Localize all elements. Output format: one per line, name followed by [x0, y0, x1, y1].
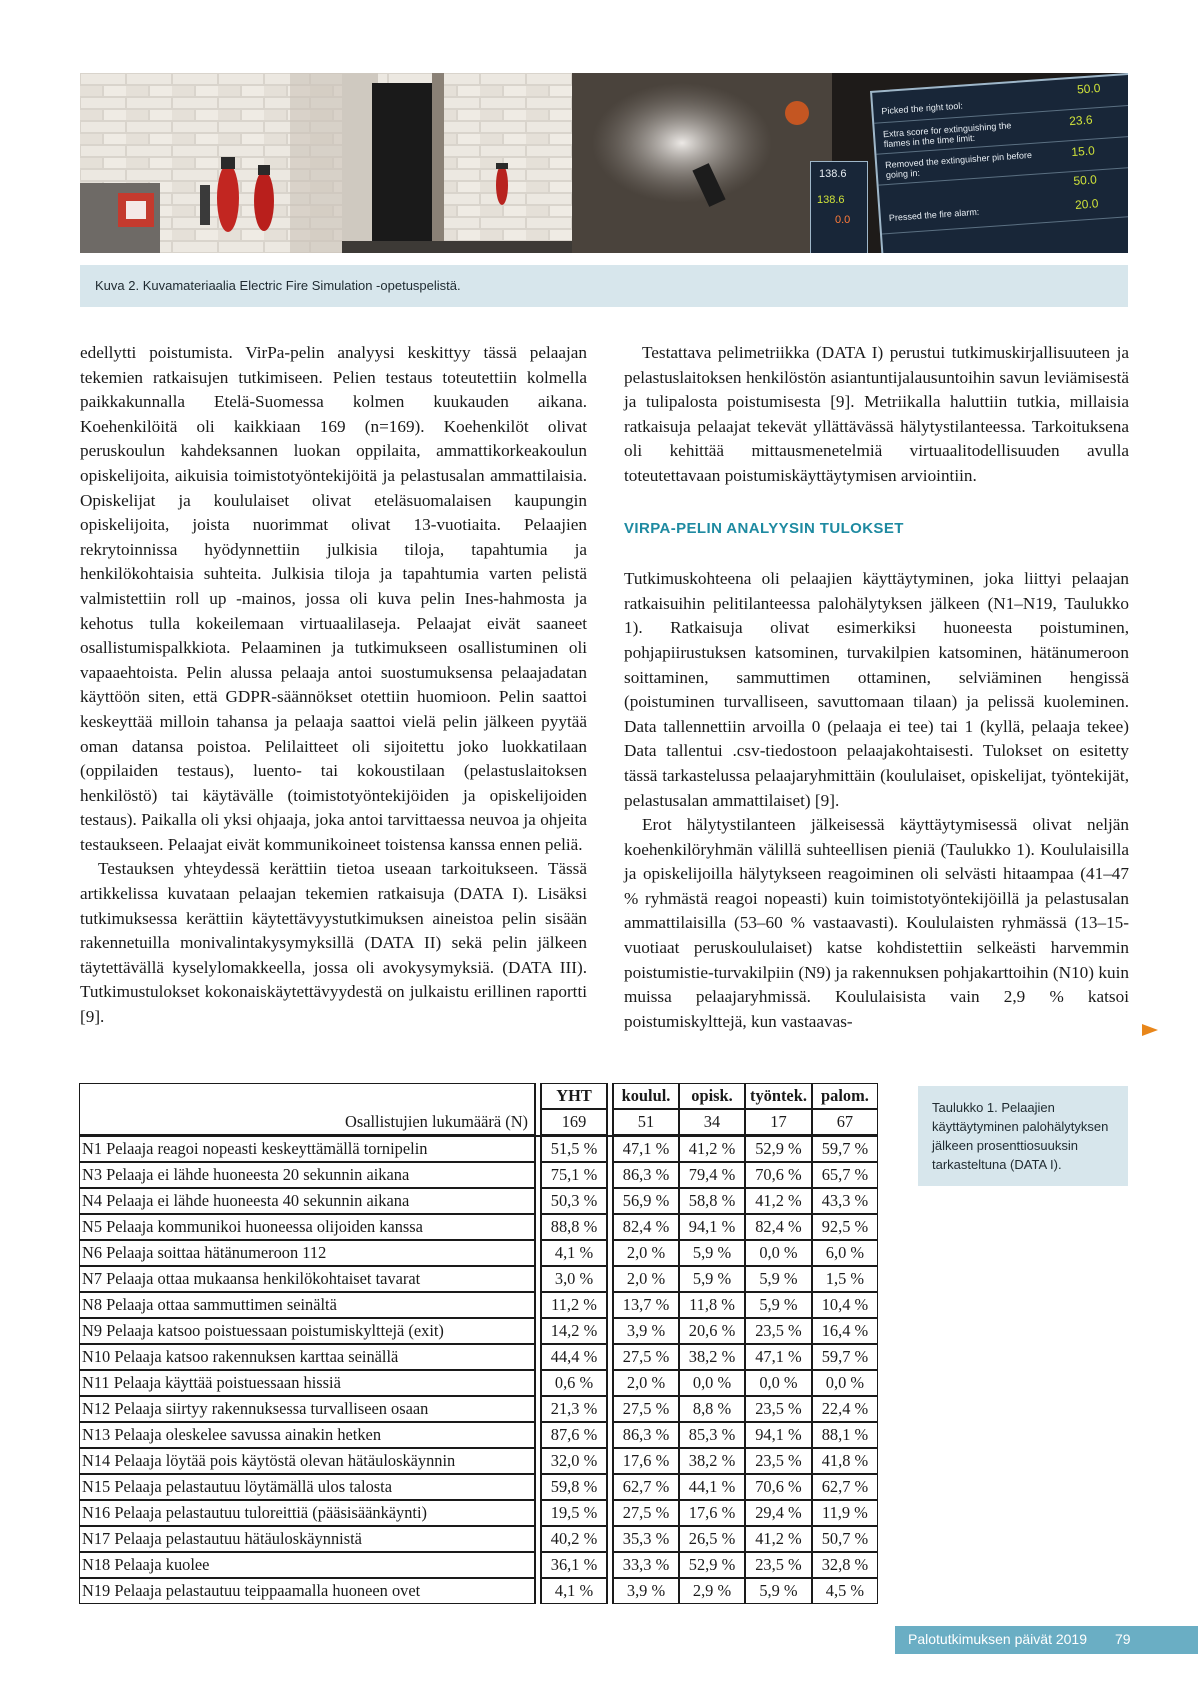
table-cell: 88,8 %	[541, 1214, 607, 1240]
row-label: N17 Pelaaja pelastautuu hätäuloskäynnistä	[79, 1526, 535, 1552]
table-row	[79, 1162, 878, 1188]
hud-row: 50.0	[1072, 172, 1098, 189]
row-label: N10 Pelaaja katsoo rakennuksen karttaa seinällä	[79, 1344, 535, 1370]
page-footer	[895, 1626, 1198, 1654]
table-cell: 92,5 %	[812, 1214, 878, 1240]
table-cell: 35,3 %	[613, 1526, 679, 1552]
table-row	[79, 1292, 878, 1318]
table-cell: 32,8 %	[812, 1552, 878, 1578]
table-cell: 52,9 %	[679, 1552, 745, 1578]
table-row	[79, 1344, 878, 1370]
table-cell: 41,2 %	[679, 1135, 745, 1162]
table-cell: 19,5 %	[541, 1500, 607, 1526]
paragraph: edellytti poistumista. VirPa-pelin analyysi keskittyy tässä pelaajan tekemien ratkaisujen tutkimiseen. Pelien testaus toteutettiin kolmella paikkakunnalla Etelä-Suomessa kolmen kuukauden aikana. Koehenkilöitä oli kaikkiaan 169 (n=169). Koehenkilöt olivat peruskoulun kahdeksannen luokan oppilaita, ammattikorkeakoulun opiskelijoita, aikuisia toimistotyöntekijöitä ja pelastusalan ammattilaisia. Opiskelijat ja koululaiset olivat eteläsuomalaisen kaupungin opiskelijoita, joista nuorimmat olivat 13-vuotiaita. Pelaajien rekrytoinnissa hyödynnettiin julkisia tiloja, tapahtumia ja henkilökohtaisia suhteita. Julkisia tiloja ja tapahtumia varten pelistä valmistettiin roll up -mainos, jossa oli kuva pelin Ines-hahmosta ja kehotus tulla kokeilemaan virtuaalilaseja. Pelaajat eivät saaneet osallistumispalkkiota. Pelaaminen ja tutkimukseen osallistuminen oli vapaaehtoista. Pelin alussa pelaaja antoi suostumuksensa pelaajadatan käyttöön siten, että GDPR-säännökset otettiin huomioon. Pelin saattoi keskeyttää milloin tahansa ja pelaaja saattoi vielä pelin jälkeen pyytää oman datansa poistoa. Pelilaitteet oli sijoitettu joko luokkatilaan (oppilaiden testaus), luento- tai kokoustilaan (pelastuslaitoksen henkilöstö) tai käytävälle (toimistotyöntekijöiden ja opiskelijoiden testaus). Paikalla oli yksi ohjaaja, joka antoi tarvittaessa neuvoa ja ohjeita testaukseen. Pelaajat eivät kommunikoineet toistensa kanssa ennen peliä.	[80, 343, 587, 854]
table-cell: 17,6 %	[613, 1448, 679, 1474]
results-table	[79, 1083, 878, 1604]
table-cell: 94,1 %	[679, 1214, 745, 1240]
table-cell: 22,4 %	[812, 1396, 878, 1422]
table-row	[79, 1448, 878, 1474]
row-label: N16 Pelaaja pelastautuu tuloreittiä (pääsisäänkäynti)	[79, 1500, 535, 1526]
table-cell: 4,1 %	[541, 1578, 607, 1604]
table-cell: 62,7 %	[613, 1474, 679, 1500]
hud-row: Removed the extinguisher pin before going in: 15.0	[876, 137, 1128, 186]
table-row	[79, 1526, 878, 1552]
row-label: N18 Pelaaja kuolee	[79, 1552, 535, 1578]
table-cell: 23,5 %	[745, 1552, 812, 1578]
table-cell: 20,6 %	[679, 1318, 745, 1344]
table-cell: 4,1 %	[541, 1240, 607, 1266]
game-screenshot-score-hud	[572, 73, 1128, 253]
table-cell: 27,5 %	[613, 1396, 679, 1422]
table-cell: 88,1 %	[812, 1422, 878, 1448]
table-cell: 94,1 %	[745, 1422, 812, 1448]
participant-count-row: Osallistujien lukumäärä (N) 169 51 34 17 67	[79, 1109, 878, 1135]
row-label: N3 Pelaaja ei lähde huoneesta 20 sekunnin aikana	[79, 1162, 535, 1188]
continue-arrow-icon	[1142, 1024, 1158, 1036]
table-cell: 82,4 %	[745, 1214, 812, 1240]
hud-row: Extra score for extinguishing the flames in the time limit: 23.6	[874, 106, 1128, 155]
table-row	[79, 1266, 878, 1292]
table-row	[79, 1474, 878, 1500]
table-cell: 62,7 %	[812, 1474, 878, 1500]
table-row	[79, 1396, 878, 1422]
table-cell: 43,3 %	[812, 1188, 878, 1214]
row-label: N4 Pelaaja ei lähde huoneesta 40 sekunnin aikana	[79, 1188, 535, 1214]
table-cell: 3,9 %	[613, 1318, 679, 1344]
table-cell: 5,9 %	[745, 1578, 812, 1604]
table-cell: 47,1 %	[745, 1344, 812, 1370]
row-label: N9 Pelaaja katsoo poistuessaan poistumiskylttejä (exit)	[79, 1318, 535, 1344]
table-cell: 11,8 %	[679, 1292, 745, 1318]
column-header: koulul.	[613, 1083, 679, 1109]
game-screenshot-extinguishers	[80, 73, 342, 253]
table-row	[79, 1370, 878, 1396]
row-label: N8 Pelaaja ottaa sammuttimen seinältä	[79, 1292, 535, 1318]
hud-row: Picked the right tool: 50.0	[872, 75, 1128, 124]
table-cell: 59,8 %	[541, 1474, 607, 1500]
page-number: 79	[1115, 1631, 1131, 1647]
table-cell: 44,1 %	[679, 1474, 745, 1500]
row-label: N5 Pelaaja kommunikoi huoneessa olijoiden kanssa	[79, 1214, 535, 1240]
table-row	[79, 1188, 878, 1214]
table-cell: 26,5 %	[679, 1526, 745, 1552]
table-cell: 5,9 %	[679, 1266, 745, 1292]
row-label: N12 Pelaaja siirtyy rakennuksessa turvalliseen osaan	[79, 1396, 535, 1422]
table-cell: 82,4 %	[613, 1214, 679, 1240]
table-cell: 8,8 %	[679, 1396, 745, 1422]
paragraph: Erot hälytystilanteen jälkeisessä käyttäytymisessä olivat neljän koehenkilöryhmän välillä suhteellisen pieniä (Taulukko 1). Koululaisilla ja opiskelijoilla hälytykseen reagoiminen oli selvästi hitaampaa (41–47 % ryhmästä reagoi nopeasti) kuin toimistotyöntekijöillä ja pelastusalan ammattilaisilla (53–60 % vastaavasti). Koululaisten ryhmässä (13–15-vuotiaat peruskoululaiset) katse kohdistettiin selkeästi harvemmin poistumistie-turvakilpiin (N9) ja rakennuksen pohjakarttoihin (N10) kuin muissa pelaajaryhmissä. Koululaisista vain 2,9 % katsoi poistumiskylttejä, kun vastaavas-	[624, 815, 1129, 1031]
paragraph: Tutkimuskohteena oli pelaajien käyttäytyminen, joka liittyi pelaajan ratkaisuihin pelitilanteessa palohälytyksen jälkeen (N1–N19, Taulukko 1). Ratkaisuja olivat esimerkiksi huoneesta poistuminen, pohjapiirustuksen katsominen, turvakilpien katsominen, hätänumeroon soittaminen, sammuttimen ottaminen, selviäminen hengissä (poistuminen turvalliseen, savuttomaan tilaan) ja pelissä kuoleminen. Data tallennettiin arvoilla 0 (pelaaja ei tee) tai 1 (kyllä, pelaaja tekee) Data tallentui .csv-tiedostoon pelaajakohtaisesti. Tulokset on esitetty tässä tarkastelussa pelaajaryhmittäin (koululaiset, opiskelijat, työntekijät, pelastusalan ammattilaiset) [9].	[624, 569, 1129, 810]
table-cell: 41,8 %	[812, 1448, 878, 1474]
table-cell: 29,4 %	[745, 1500, 812, 1526]
row-label: N7 Pelaaja ottaa mukaansa henkilökohtaiset tavarat	[79, 1266, 535, 1292]
footer-title: Palotutkimuksen päivät 2019	[908, 1631, 1087, 1647]
table-cell: 2,0 %	[613, 1266, 679, 1292]
table-cell: 47,1 %	[613, 1135, 679, 1162]
table-header-row	[79, 1083, 878, 1109]
table-cell: 14,2 %	[541, 1318, 607, 1344]
table-row	[79, 1240, 878, 1266]
table-cell: 70,6 %	[745, 1162, 812, 1188]
table-row	[79, 1578, 878, 1604]
column-header: palom.	[812, 1083, 878, 1109]
table-caption: Taulukko 1. Pelaajien käyttäytyminen palohälytyksen jälkeen prosenttiosuuksin tarkasteltuna (DATA I).	[918, 1086, 1128, 1186]
row-label: N11 Pelaaja käyttää poistuessaan hissiä	[79, 1370, 535, 1396]
row-label: N14 Pelaaja löytää pois käytöstä olevan hätäuloskäynnin	[79, 1448, 535, 1474]
table-cell: 0,6 %	[541, 1370, 607, 1396]
table-cell: 5,9 %	[679, 1240, 745, 1266]
paragraph: Testattava pelimetriikka (DATA I) perustui tutkimuskirjallisuuteen ja pelastuslaitoksen henkilöstön asiantuntijalausuntoihin savun leviämisestä ja tulipalosta poistumisesta [9]. Metriikalla haluttiin tutkia, millaisia ratkaisuja pelaajat tekevät yllättävässä hälytystilanteessa. Tarkoituksena oli kehittää mittausmenetelmiä virtuaalitodellisuuden avulla toteutettavaan poistumiskäyttäytymisen arviointiin.	[624, 343, 1129, 485]
paragraph: Testauksen yhteydessä kerättiin tietoa useaan tarkoitukseen. Tässä artikkelissa kuvataan pelaajan tekemien ratkaisuja (DATA I). Lisäksi tutkimuksessa kerättiin käytettävyystutkimuksen aineistoa pelin sisään rakennetuilla monivalintakysymyksillä (DATA II) sekä pelin jälkeen täytettävällä kyselylomakkeella, jossa oli avokysymyksiä. (DATA III). Tutkimustulokset kokonaiskäytettävyydestä on julkaistu erillinen raportti [9].	[80, 859, 587, 1027]
table-row	[79, 1318, 878, 1344]
table-cell: 3,9 %	[613, 1578, 679, 1604]
table-cell: 27,5 %	[613, 1500, 679, 1526]
column-header: YHT	[541, 1083, 607, 1109]
hud-row: Pressed the fire alarm: 20.0	[880, 192, 1128, 235]
table-cell: 1,5 %	[812, 1266, 878, 1292]
table-row	[79, 1135, 878, 1162]
table-cell: 38,2 %	[679, 1344, 745, 1370]
table-cell: 2,0 %	[613, 1370, 679, 1396]
row-label: N13 Pelaaja oleskelee savussa ainakin hetken	[79, 1422, 535, 1448]
right-text-column	[624, 341, 1129, 1034]
table-cell: 38,2 %	[679, 1448, 745, 1474]
table-cell: 6,0 %	[812, 1240, 878, 1266]
table-cell: 23,5 %	[745, 1448, 812, 1474]
table-cell: 11,9 %	[812, 1500, 878, 1526]
section-heading: VIRPA-PELIN ANALYYSIN TULOKSET	[624, 519, 904, 537]
row-label: N6 Pelaaja soittaa hätänumeroon 112	[79, 1240, 535, 1266]
table-cell: 0,0 %	[679, 1370, 745, 1396]
table-cell: 40,2 %	[541, 1526, 607, 1552]
table-cell: 50,7 %	[812, 1526, 878, 1552]
table-cell: 86,3 %	[613, 1422, 679, 1448]
table-row	[79, 1500, 878, 1526]
column-header: työntek.	[745, 1083, 812, 1109]
table-cell: 0,0 %	[745, 1240, 812, 1266]
table-cell: 36,1 %	[541, 1552, 607, 1578]
hud-score-panel	[870, 73, 1128, 253]
table-cell: 5,9 %	[745, 1266, 812, 1292]
table-cell: 2,9 %	[679, 1578, 745, 1604]
table-cell: 2,0 %	[613, 1240, 679, 1266]
row-label: N15 Pelaaja pelastautuu löytämällä ulos talosta	[79, 1474, 535, 1500]
table-cell: 0,0 %	[812, 1370, 878, 1396]
table-cell: 87,6 %	[541, 1422, 607, 1448]
table-cell: 41,2 %	[745, 1188, 812, 1214]
table-row	[79, 1422, 878, 1448]
column-header: opisk.	[679, 1083, 745, 1109]
table-cell: 44,4 %	[541, 1344, 607, 1370]
table-cell: 58,8 %	[679, 1188, 745, 1214]
table-cell: 52,9 %	[745, 1135, 812, 1162]
figure-caption: Kuva 2. Kuvamateriaalia Electric Fire Simulation -opetuspelistä.	[80, 265, 1128, 307]
table-cell: 86,3 %	[613, 1162, 679, 1188]
table-cell: 5,9 %	[745, 1292, 812, 1318]
table-cell: 85,3 %	[679, 1422, 745, 1448]
table-cell: 41,2 %	[745, 1526, 812, 1552]
table-cell: 33,3 %	[613, 1552, 679, 1578]
game-screenshot-doorway	[342, 73, 572, 253]
table-row	[79, 1214, 878, 1240]
table-cell: 75,1 %	[541, 1162, 607, 1188]
table-cell: 56,9 %	[613, 1188, 679, 1214]
table-cell: 27,5 %	[613, 1344, 679, 1370]
table-cell: 21,3 %	[541, 1396, 607, 1422]
figure-image-strip	[80, 73, 1128, 253]
table-cell: 59,7 %	[812, 1344, 878, 1370]
table-cell: 32,0 %	[541, 1448, 607, 1474]
table-cell: 0,0 %	[745, 1370, 812, 1396]
table-cell: 10,4 %	[812, 1292, 878, 1318]
table-cell: 50,3 %	[541, 1188, 607, 1214]
table-cell: 17,6 %	[679, 1500, 745, 1526]
hud-side-panel: 138.6 138.6 0.0	[810, 161, 868, 253]
row-label: N1 Pelaaja reagoi nopeasti keskeyttämällä tornipelin	[79, 1135, 535, 1162]
row-label: N19 Pelaaja pelastautuu teippaamalla huoneen ovet	[79, 1578, 535, 1604]
table-cell: 11,2 %	[541, 1292, 607, 1318]
table-cell: 70,6 %	[745, 1474, 812, 1500]
table-row	[79, 1552, 878, 1578]
table-cell: 13,7 %	[613, 1292, 679, 1318]
left-text-column	[80, 341, 587, 1030]
table-cell: 3,0 %	[541, 1266, 607, 1292]
table-cell: 16,4 %	[812, 1318, 878, 1344]
table-cell: 23,5 %	[745, 1396, 812, 1422]
table-cell: 23,5 %	[745, 1318, 812, 1344]
table-cell: 4,5 %	[812, 1578, 878, 1604]
table-cell: 51,5 %	[541, 1135, 607, 1162]
table-cell: 59,7 %	[812, 1135, 878, 1162]
table-cell: 65,7 %	[812, 1162, 878, 1188]
table-cell: 79,4 %	[679, 1162, 745, 1188]
